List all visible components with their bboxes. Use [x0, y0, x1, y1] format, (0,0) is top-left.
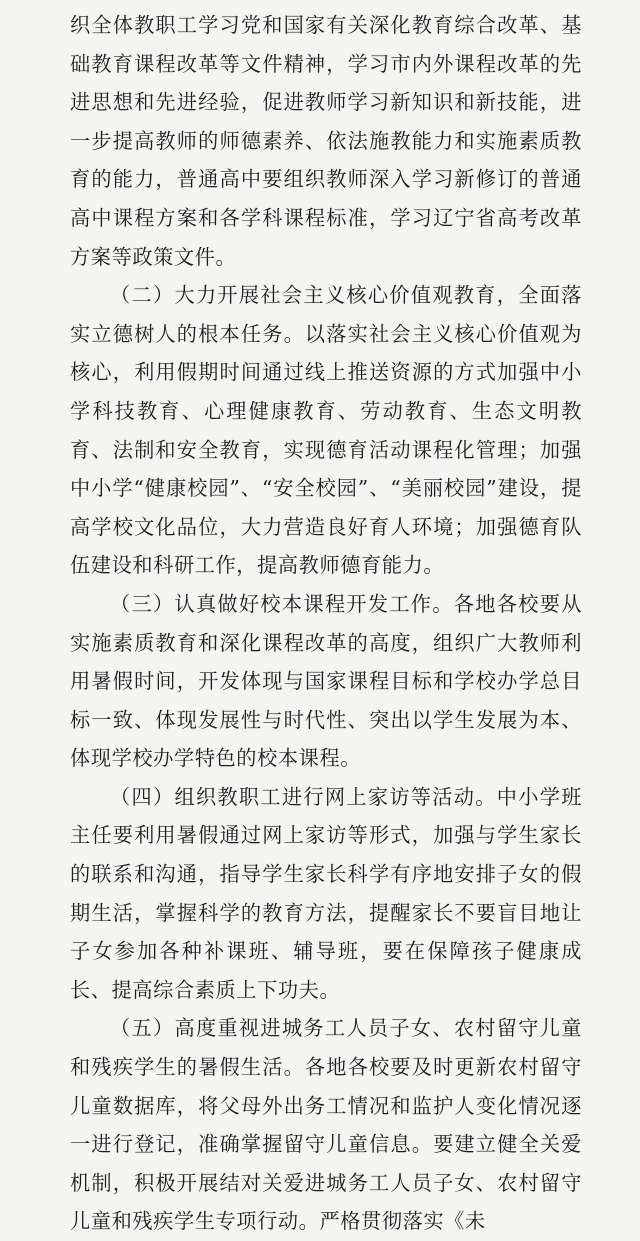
- paragraph-section-4: （四）组织教职工进行网上家访等活动。中小学班主任要利用暑假通过网上家访等形式，加强与学生家长的联系和沟通，指导学生家长科学有序地安排子女的假期生活，掌握科学的教育方法，提醒家长不要盲目地让子女参加各种补课班、辅导班，要在保障孩子健康成长、提高综合素质上下功夫。: [70, 784, 582, 1002]
- paragraph-section-3: （三）认真做好校本课程开发工作。各地各校要从实施素质教育和深化课程改革的高度，组织广大教师利用暑假时间，开发体现与国家课程目标和学校办学总目标一致、体现发展性与时代性、突出以学生发展为本、体现学校办学特色的校本课程。: [70, 591, 582, 771]
- paragraph-section-5: （五）高度重视进城务工人员子女、农村留守儿童和残疾学生的暑假生活。各地各校要及时更新农村留守儿童数据库，将父母外出务工情况和监护人变化情况逐一进行登记，准确掌握留守儿童信息。要建立健全关爱机制，积极开展结对关爱进城务工人员子女、农村留守儿童和残疾学生专项行动。严格贯彻落实《未: [70, 1016, 582, 1234]
- paragraph-section-2: （二）大力开展社会主义核心价值观教育，全面落实立德树人的根本任务。以落实社会主义核心价值观为核心，利用假期时间通过线上推送资源的方式加强中小学科技教育、心理健康教育、劳动教育、生态文明教育、法制和安全教育，实现德育活动课程化管理；加强中小学“健康校园”、“安全校园”、“美丽校园”建设，提高学校文化品位，大力营造良好育人环境；加强德育队伍建设和科研工作，提高教师德育能力。: [70, 283, 582, 578]
- paragraph-continuation: 织全体教职工学习党和国家有关深化教育综合改革、基础教育课程改革等文件精神，学习市内外课程改革的先进思想和先进经验，促进教师学习新知识和新技能，进一步提高教师的师德素养、依法施教能力和实施素质教育的能力，普通高中要组织教师深入学习新修订的普通高中课程方案和各学科课程标准，学习辽宁省高考改革方案等政策文件。: [70, 13, 582, 269]
